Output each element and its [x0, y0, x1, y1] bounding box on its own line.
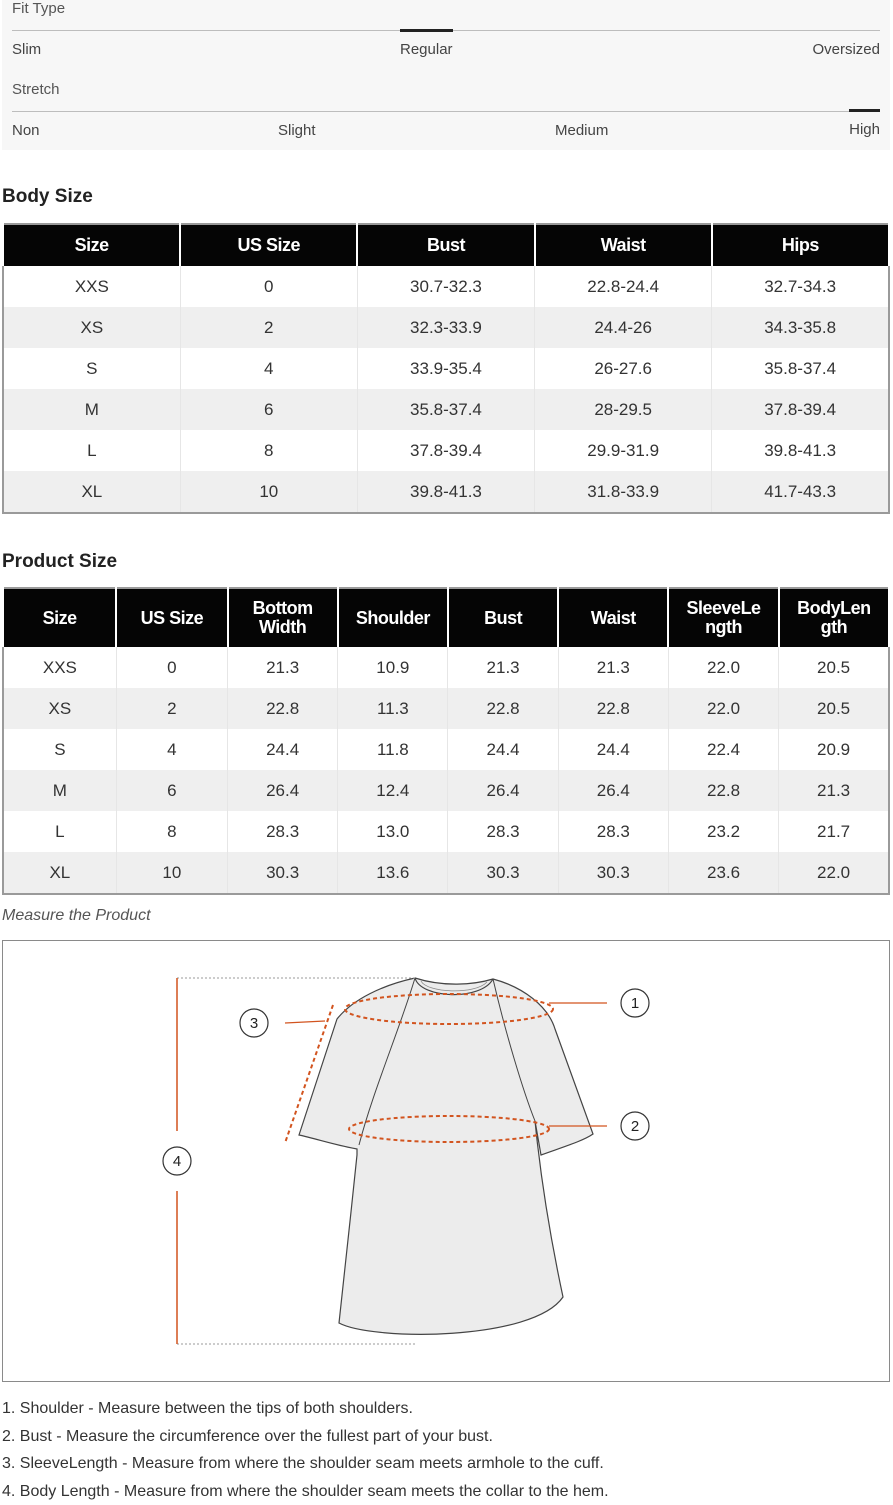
header-cell: [448, 588, 558, 647]
header-cell: Hips: [712, 224, 889, 266]
callout-number: 3: [250, 1015, 258, 1032]
table-cell: 28.3: [558, 811, 668, 852]
stretch-option-medium: Medium: [555, 122, 608, 139]
table-cell: 10.9: [338, 647, 448, 688]
header-cell: Bust: [357, 224, 534, 266]
header-cell: [558, 588, 668, 647]
table-cell: 39.8-41.3: [712, 430, 889, 471]
table-cell: XL: [3, 852, 116, 894]
table-cell: 26.4: [228, 770, 338, 811]
table-cell: XS: [3, 307, 180, 348]
table-cell: 41.7-43.3: [712, 471, 889, 513]
table-cell: 35.8-37.4: [357, 389, 534, 430]
table-cell: 4: [116, 729, 227, 770]
table-cell: 22.0: [779, 852, 889, 894]
header-cell-line: Shoulder: [339, 609, 447, 628]
fit-type-option-regular: Regular: [400, 41, 453, 58]
callout-leader: [285, 1021, 325, 1023]
stretch-marker: [849, 109, 880, 112]
table-cell: XL: [3, 471, 180, 513]
table-cell: 2: [180, 307, 357, 348]
table-cell: 0: [180, 266, 357, 307]
table-header-row: [3, 224, 889, 266]
table-cell: 8: [116, 811, 227, 852]
table-cell: 13.6: [338, 852, 448, 894]
note-shoulder: 1. Shoulder - Measure between the tips of both shoulders.: [2, 1395, 882, 1423]
table-cell: L: [3, 430, 180, 471]
header-cell: Waist: [535, 224, 712, 266]
table-cell: 21.3: [448, 647, 558, 688]
table-header-row: [3, 588, 889, 647]
table-cell: 22.4: [668, 729, 778, 770]
measurement-diagram: [2, 940, 890, 1382]
header-cell-line: Size: [4, 609, 115, 628]
measure-caption: Measure the Product: [2, 907, 151, 925]
table-row: [3, 471, 889, 513]
header-cell: [668, 588, 778, 647]
header-cell: US Size: [180, 224, 357, 266]
header-cell-line: ngth: [669, 618, 777, 637]
header-cell-line: Bust: [449, 609, 557, 628]
table-cell: 21.7: [779, 811, 889, 852]
table-cell: 26.4: [558, 770, 668, 811]
table-cell: 6: [180, 389, 357, 430]
table-row: [3, 852, 889, 894]
header-cell: [3, 588, 116, 647]
table-cell: 24.4: [448, 729, 558, 770]
header-cell: [338, 588, 448, 647]
header-cell: [116, 588, 227, 647]
header-cell: Size: [3, 224, 180, 266]
fit-type-marker: [400, 29, 453, 32]
table-cell: 30.3: [448, 852, 558, 894]
callout-number: 2: [631, 1118, 639, 1135]
table-row: [3, 688, 889, 729]
table-cell: 28.3: [228, 811, 338, 852]
table-cell: 22.8: [558, 688, 668, 729]
table-cell: 21.3: [558, 647, 668, 688]
note-sleeve-length: 3. SleeveLength - Measure from where the shoulder seam meets armhole to the cuff.: [2, 1450, 882, 1478]
callout-number: 1: [631, 995, 639, 1012]
table-cell: XXS: [3, 647, 116, 688]
header-cell-line: SleeveLe: [669, 599, 777, 618]
table-cell: 26.4: [448, 770, 558, 811]
note-body-length: 4. Body Length - Measure from where the shoulder seam meets the collar to the hem.: [2, 1478, 882, 1505]
table-cell: 2: [116, 688, 227, 729]
table-cell: 26-27.6: [535, 348, 712, 389]
table-cell: 32.7-34.3: [712, 266, 889, 307]
table-cell: XXS: [3, 266, 180, 307]
table-cell: 30.7-32.3: [357, 266, 534, 307]
stretch-option-slight: Slight: [278, 122, 316, 139]
table-cell: S: [3, 729, 116, 770]
table-cell: 22.0: [668, 647, 778, 688]
table-cell: M: [3, 389, 180, 430]
tshirt-outline: [299, 978, 593, 1334]
table-cell: S: [3, 348, 180, 389]
table-row: [3, 266, 889, 307]
table-cell: 22.8: [448, 688, 558, 729]
table-cell: 35.8-37.4: [712, 348, 889, 389]
body-size-title: Body Size: [2, 186, 93, 208]
table-cell: 39.8-41.3: [357, 471, 534, 513]
table-cell: 22.8-24.4: [535, 266, 712, 307]
table-cell: 29.9-31.9: [535, 430, 712, 471]
table-cell: 28-29.5: [535, 389, 712, 430]
table-cell: 37.8-39.4: [357, 430, 534, 471]
note-bust: 2. Bust - Measure the circumference over the fullest part of your bust.: [2, 1423, 882, 1451]
table-cell: 12.4: [338, 770, 448, 811]
table-cell: 21.3: [228, 647, 338, 688]
table-row: [3, 348, 889, 389]
table-cell: 20.5: [779, 688, 889, 729]
table-cell: 11.8: [338, 729, 448, 770]
stretch-option-high: High: [849, 121, 880, 138]
header-cell-line: US Size: [117, 609, 226, 628]
garment-diagram: [3, 941, 889, 1381]
table-cell: 8: [180, 430, 357, 471]
table-cell: 11.3: [338, 688, 448, 729]
table-cell: 0: [116, 647, 227, 688]
product-size-title: Product Size: [2, 551, 117, 573]
table-cell: 30.3: [558, 852, 668, 894]
fit-panel: [2, 0, 890, 150]
table-row: [3, 811, 889, 852]
table-cell: 10: [180, 471, 357, 513]
table-cell: 33.9-35.4: [357, 348, 534, 389]
product-size-table: [2, 587, 890, 895]
table-cell: 37.8-39.4: [712, 389, 889, 430]
table-cell: 22.0: [668, 688, 778, 729]
table-row: [3, 430, 889, 471]
table-cell: 20.5: [779, 647, 889, 688]
stretch-label: Stretch: [12, 81, 60, 98]
stretch-scale: [12, 111, 880, 112]
table-row: [3, 729, 889, 770]
table-row: [3, 647, 889, 688]
fit-type-option-slim: Slim: [12, 41, 41, 58]
header-cell-line: Width: [229, 618, 337, 637]
fit-type-option-oversized: Oversized: [812, 41, 880, 58]
table-cell: 20.9: [779, 729, 889, 770]
measurement-notes: [2, 1395, 882, 1505]
header-cell-line: BodyLen: [780, 599, 888, 618]
header-cell: [779, 588, 889, 647]
header-cell-line: Waist: [559, 609, 667, 628]
body-size-table: [2, 223, 890, 514]
table-cell: 10: [116, 852, 227, 894]
fit-type-label: Fit Type: [12, 0, 65, 17]
table-cell: 21.3: [779, 770, 889, 811]
table-cell: M: [3, 770, 116, 811]
table-cell: 6: [116, 770, 227, 811]
stretch-option-non: Non: [12, 122, 40, 139]
table-cell: 28.3: [448, 811, 558, 852]
table-cell: 30.3: [228, 852, 338, 894]
table-cell: 13.0: [338, 811, 448, 852]
table-cell: 22.8: [228, 688, 338, 729]
table-cell: 23.6: [668, 852, 778, 894]
table-cell: 32.3-33.9: [357, 307, 534, 348]
header-cell-line: Bottom: [229, 599, 337, 618]
table-cell: 34.3-35.8: [712, 307, 889, 348]
header-cell: [228, 588, 338, 647]
table-cell: 22.8: [668, 770, 778, 811]
table-cell: 24.4: [228, 729, 338, 770]
table-cell: XS: [3, 688, 116, 729]
table-cell: 31.8-33.9: [535, 471, 712, 513]
table-row: [3, 389, 889, 430]
table-cell: 24.4: [558, 729, 668, 770]
callout-number: 4: [173, 1153, 181, 1170]
table-row: [3, 307, 889, 348]
table-cell: 23.2: [668, 811, 778, 852]
table-cell: 24.4-26: [535, 307, 712, 348]
table-row: [3, 770, 889, 811]
header-cell-line: gth: [780, 618, 888, 637]
table-cell: 4: [180, 348, 357, 389]
table-cell: L: [3, 811, 116, 852]
